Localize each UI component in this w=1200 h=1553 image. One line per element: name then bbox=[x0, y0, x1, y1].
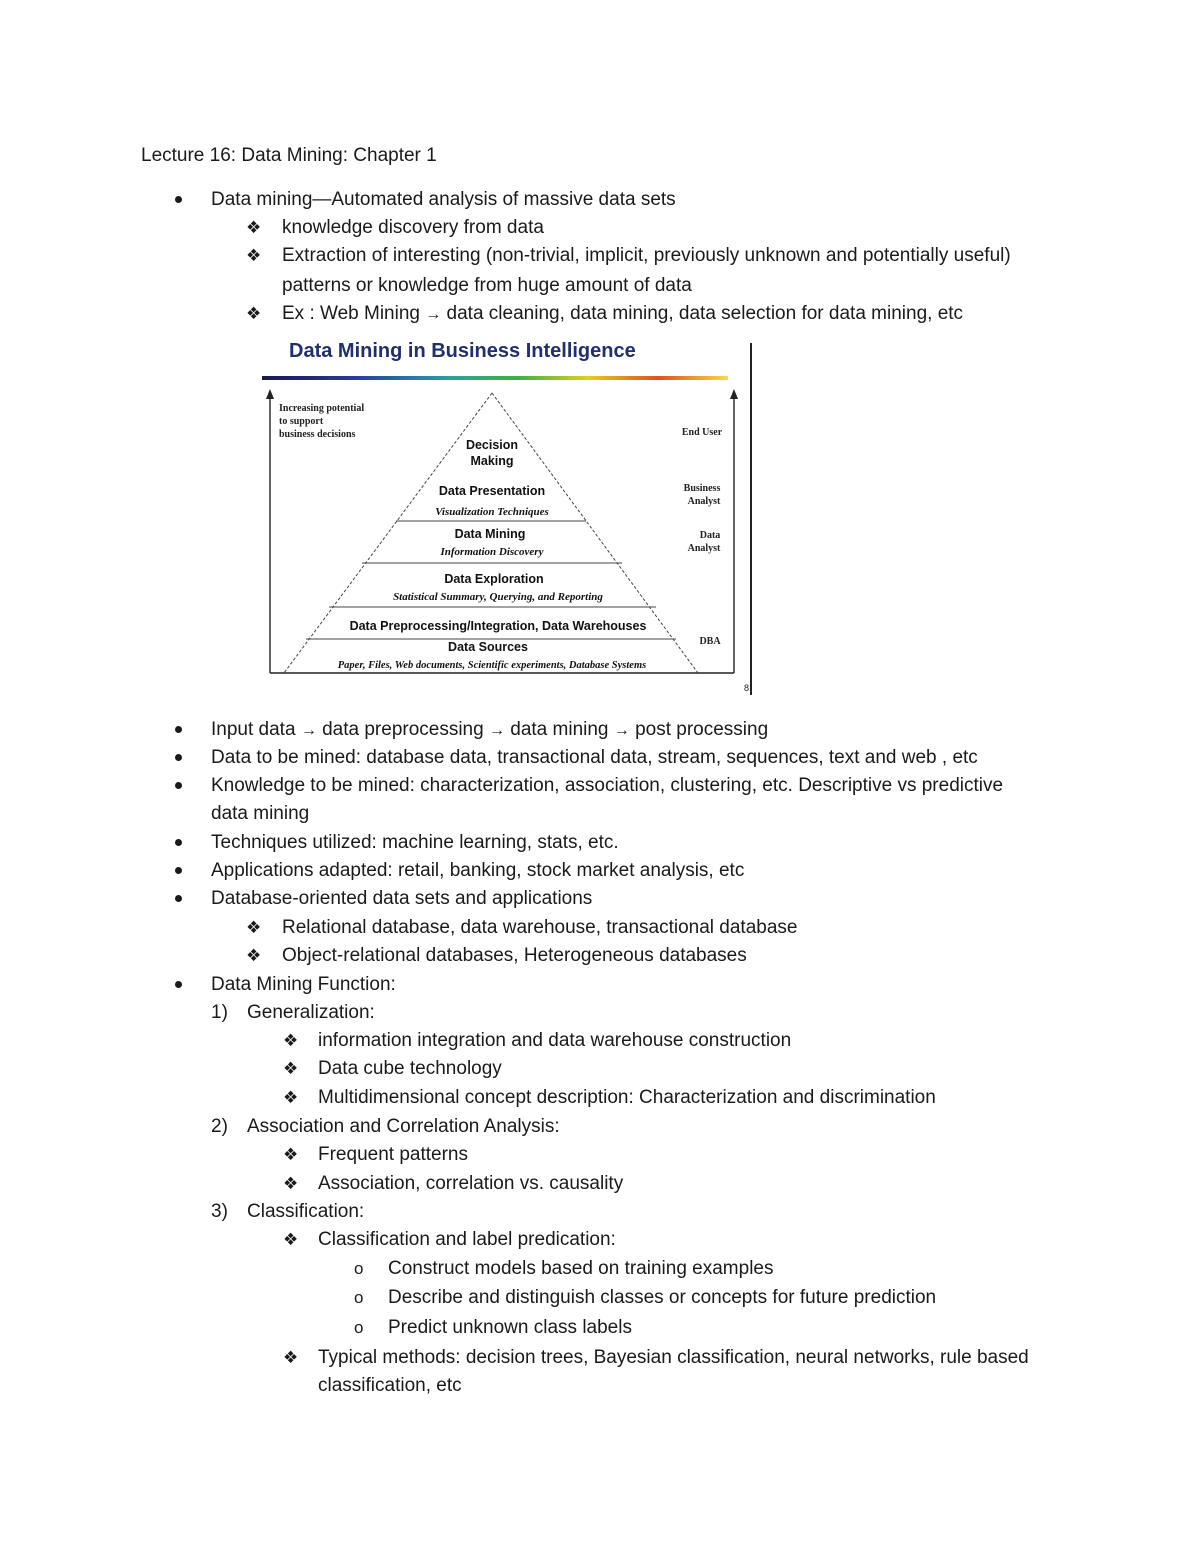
layer-data-mining-sub: Information Discovery bbox=[440, 546, 544, 558]
layer-data-exploration: Data Exploration bbox=[444, 572, 544, 586]
bullet-data-to-be-mined: Data to be mined: database data, transactional data, stream, sequences, text and web , etc bbox=[211, 747, 978, 768]
assoc-item-2: Association, correlation vs. causality bbox=[318, 1173, 624, 1194]
circle-bullet-icon: o bbox=[354, 1288, 364, 1307]
figure-title: Data Mining in Business Intelligence bbox=[289, 340, 636, 362]
class-sub-item-3: Predict unknown class labels bbox=[388, 1317, 632, 1338]
layer-data-preprocessing: Data Preprocessing/Integration, Data Warehouses bbox=[349, 619, 647, 633]
diamond-bullet-icon: ❖ bbox=[283, 1088, 299, 1107]
role-end-user: End User bbox=[681, 427, 723, 438]
diamond-bullet-icon: ❖ bbox=[246, 946, 262, 965]
diamond-bullet-icon: ❖ bbox=[246, 918, 262, 937]
layer-data-presentation-sub: Visualization Techniques bbox=[435, 506, 549, 518]
assoc-item-1: Frequent patterns bbox=[318, 1144, 468, 1165]
function-number-2: 2) bbox=[211, 1116, 228, 1137]
axis-label-line-2: to support bbox=[279, 416, 324, 427]
class-item-label-predication: Classification and label predication: bbox=[318, 1229, 616, 1250]
right-arrow-icon: → bbox=[613, 722, 630, 739]
function-number-1: 1) bbox=[211, 1002, 228, 1023]
diamond-bullet-icon: ❖ bbox=[246, 218, 262, 237]
layer-data-exploration-sub: Statistical Summary, Querying, and Reporting bbox=[393, 591, 603, 603]
sub-item-extraction: Extraction of interesting (non-trivial, implicit, previously unknown and potentially useful) bbox=[282, 245, 1011, 266]
layer-decision: Decision bbox=[465, 438, 519, 452]
bullet-dot bbox=[175, 754, 182, 761]
class-sub-item-1: Construct models based on training examples bbox=[388, 1258, 774, 1279]
sub-item-extraction-cont: patterns or knowledge from huge amount of data bbox=[282, 275, 692, 296]
role-business: Business bbox=[683, 483, 721, 494]
bullet-dot bbox=[175, 839, 182, 846]
bullet-knowledge-cont: data mining bbox=[211, 803, 310, 824]
layer-data-mining: Data Mining bbox=[454, 527, 526, 541]
diamond-bullet-icon: ❖ bbox=[283, 1031, 299, 1050]
role-data: Data bbox=[699, 530, 721, 541]
gen-item-2: Data cube technology bbox=[318, 1058, 502, 1079]
bullet-flow bbox=[211, 717, 768, 744]
layer-decision-2: Making bbox=[470, 454, 514, 468]
bullet-data-mining: Data mining—Automated analysis of massive data sets bbox=[211, 189, 676, 210]
diamond-bullet-icon: ❖ bbox=[246, 246, 262, 265]
bullet-dot bbox=[175, 726, 182, 733]
bi-pyramid-figure bbox=[258, 335, 758, 697]
right-arrow-icon: → bbox=[488, 722, 505, 739]
flow-step-2: data preprocessing bbox=[322, 719, 484, 740]
db-item-object-relational: Object-relational databases, Heterogeneous databases bbox=[282, 945, 747, 966]
function-classification: Classification: bbox=[247, 1201, 365, 1222]
sub-item-knowledge-discovery: knowledge discovery from data bbox=[282, 217, 544, 238]
axis-label-line-3: business decisions bbox=[279, 429, 356, 440]
class-sub-item-2: Describe and distinguish classes or concepts for future prediction bbox=[388, 1287, 937, 1308]
diamond-bullet-icon: ❖ bbox=[283, 1348, 299, 1367]
diamond-bullet-icon: ❖ bbox=[283, 1059, 299, 1078]
diamond-bullet-icon: ❖ bbox=[283, 1145, 299, 1164]
web-mining-label: Ex : Web Mining bbox=[282, 303, 420, 324]
function-number-3: 3) bbox=[211, 1201, 228, 1222]
bullet-dot bbox=[175, 782, 182, 789]
layer-data-sources: Data Sources bbox=[448, 640, 528, 654]
role-business-analyst: Analyst bbox=[687, 496, 721, 507]
db-item-relational: Relational database, data warehouse, transactional database bbox=[282, 917, 798, 938]
role-data-analyst: Analyst bbox=[687, 543, 721, 554]
figure-page-number: 8 bbox=[744, 683, 750, 693]
gen-item-3: Multidimensional concept description: Characterization and discrimination bbox=[318, 1087, 936, 1108]
web-mining-steps: data cleaning, data mining, data selection for data mining, etc bbox=[446, 303, 964, 324]
bullet-dot bbox=[175, 895, 182, 902]
lecture-title: Lecture 16: Data Mining: Chapter 1 bbox=[141, 145, 437, 166]
bi-pyramid-svg bbox=[258, 335, 758, 697]
layer-data-presentation: Data Presentation bbox=[438, 484, 546, 498]
bullet-dot bbox=[175, 981, 182, 988]
flow-step-3: data mining bbox=[510, 719, 609, 740]
right-arrow-icon: → bbox=[425, 306, 442, 323]
right-arrow-icon: → bbox=[300, 722, 317, 739]
bullet-dot bbox=[175, 867, 182, 874]
bullet-techniques: Techniques utilized: machine learning, stats, etc. bbox=[211, 832, 619, 853]
diamond-bullet-icon: ❖ bbox=[283, 1174, 299, 1193]
diamond-bullet-icon: ❖ bbox=[246, 304, 262, 323]
function-generalization: Generalization: bbox=[247, 1002, 375, 1023]
bullet-dot bbox=[175, 196, 182, 203]
left-axis-arrowhead-icon bbox=[266, 389, 274, 399]
class-item-typical-methods: Typical methods: decision trees, Bayesian classification, neural networks, rule based bbox=[318, 1347, 1029, 1368]
rainbow-divider bbox=[262, 376, 728, 380]
diamond-bullet-icon: ❖ bbox=[283, 1230, 299, 1249]
bullet-database-oriented: Database-oriented data sets and applications bbox=[211, 888, 593, 909]
bullet-function-heading: Data Mining Function: bbox=[211, 974, 396, 995]
sub-item-web-mining bbox=[282, 301, 963, 328]
flow-step-1: Input data bbox=[211, 719, 296, 740]
function-association: Association and Correlation Analysis: bbox=[247, 1116, 560, 1137]
bullet-applications: Applications adapted: retail, banking, stock market analysis, etc bbox=[211, 860, 745, 881]
role-dba: DBA bbox=[699, 636, 721, 647]
circle-bullet-icon: o bbox=[354, 1259, 364, 1278]
circle-bullet-icon: o bbox=[354, 1318, 364, 1337]
gen-item-1: information integration and data warehouse construction bbox=[318, 1030, 792, 1051]
flow-step-4: post processing bbox=[635, 719, 769, 740]
class-item-typical-methods-cont: classification, etc bbox=[318, 1375, 462, 1396]
bullet-knowledge: Knowledge to be mined: characterization, association, clustering, etc. Descriptive vs predictive bbox=[211, 775, 1004, 796]
layer-data-sources-sub: Paper, Files, Web documents, Scientific experiments, Database Systems bbox=[337, 660, 647, 671]
right-axis-arrowhead-icon bbox=[730, 389, 738, 399]
axis-label-line-1: Increasing potential bbox=[279, 403, 365, 414]
